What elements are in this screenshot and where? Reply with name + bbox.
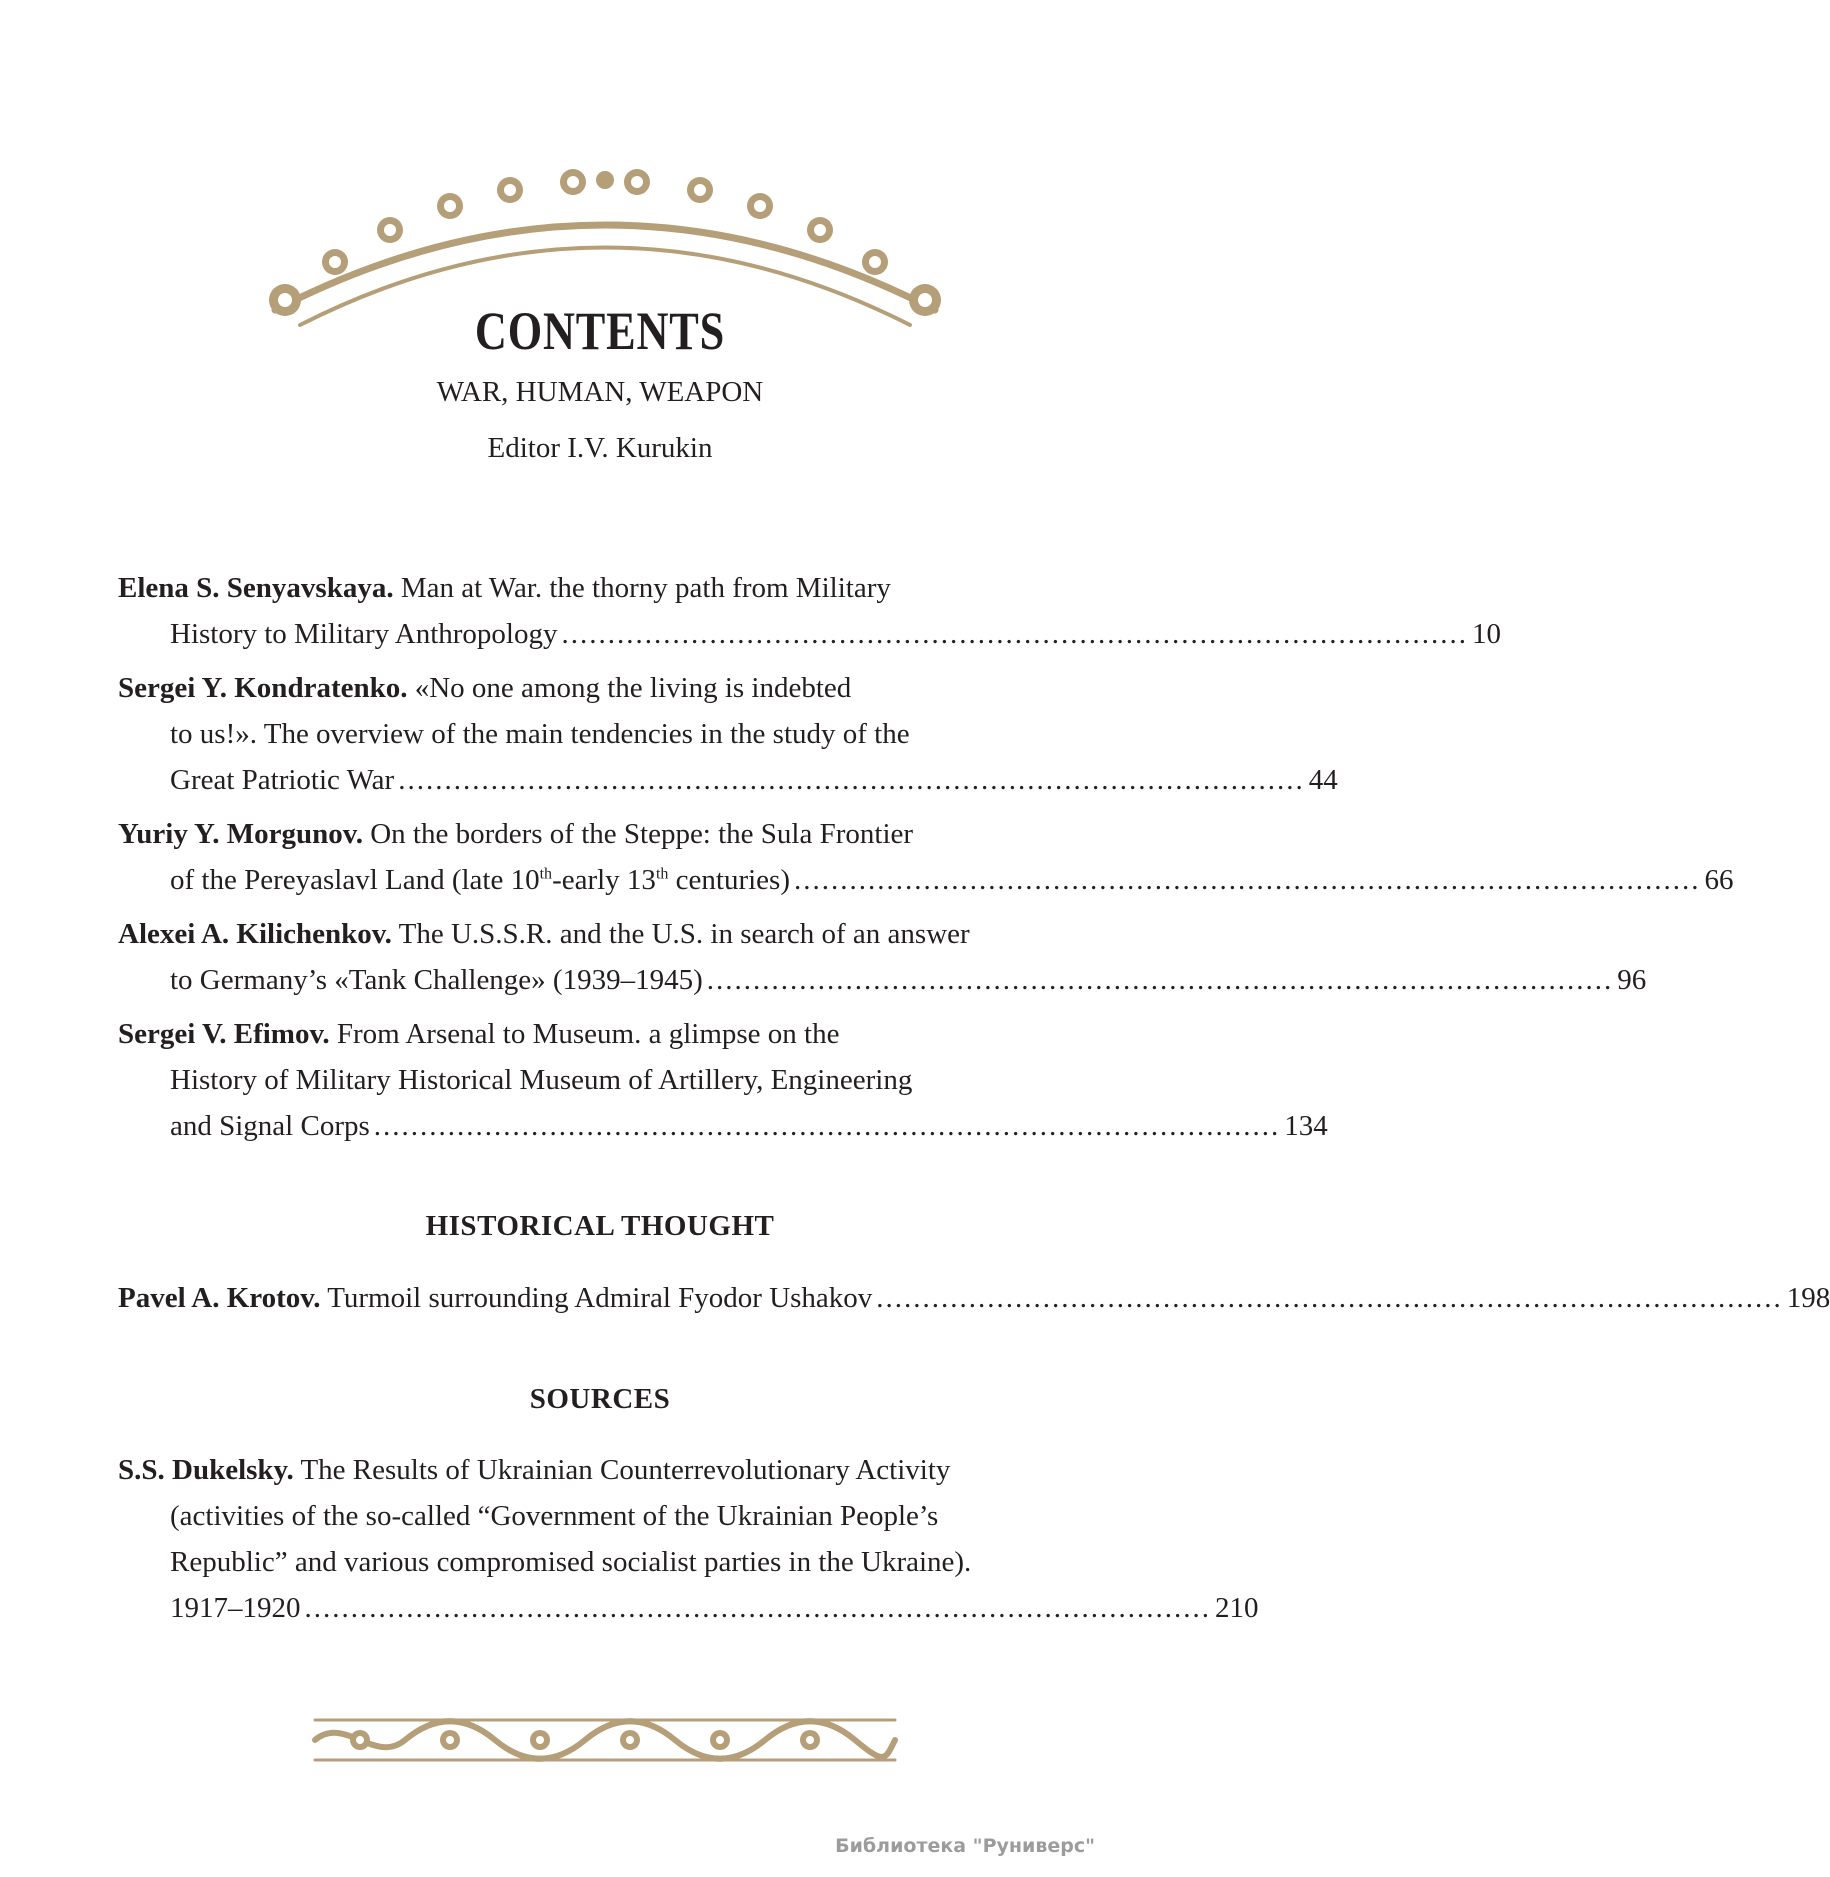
entry-page-number: 44: [1308, 764, 1338, 796]
entry-title-line: History to Military Anthropology: [170, 618, 558, 650]
entry-author: Alexei A. Kilichenkov.: [118, 918, 392, 950]
entry-title-line: Man at War. the thorny path from Military: [400, 572, 891, 604]
entry-page-number: 10: [1471, 618, 1501, 650]
entry-title-line: (activities of the so-called “Government of the Ukrainian People’s: [170, 1500, 939, 1532]
toc-entry[interactable]: [118, 1011, 1328, 1149]
library-credit: Библиотека "Руниверс": [835, 1835, 1095, 1857]
dot-leader: ..................................................................................................: [561, 618, 1468, 650]
entry-title-line: Republic” and various compromised socialist parties in the Ukraine).: [170, 1546, 972, 1578]
entry-title-line: to Germany’s «Tank Challenge» (1939–1945): [170, 964, 703, 996]
section-heading-sources: SOURCES: [529, 1383, 671, 1415]
entry-page-number: 210: [1215, 1592, 1259, 1624]
entry-page-number: 66: [1704, 864, 1734, 896]
entry-title-line: History of Military Historical Museum of Artillery, Engineering: [170, 1064, 913, 1096]
dot-leader: ..................................................................................................: [793, 864, 1701, 896]
entry-title-line: and Signal Corps: [170, 1110, 370, 1142]
toc-entry[interactable]: [118, 665, 1338, 803]
entry-author: Pavel A. Krotov.: [118, 1282, 321, 1314]
entry-title-line: to us!». The overview of the main tendencies in the study of the: [170, 718, 910, 750]
entry-page-number: 134: [1284, 1110, 1328, 1142]
entry-title-line: «No one among the living is indebted: [414, 672, 852, 704]
entry-author: Yuriy Y. Morgunov.: [118, 818, 363, 850]
toc-section-thought: [118, 1275, 1830, 1329]
entry-title-line: The Results of Ukrainian Counterrevolutionary Activity: [300, 1454, 951, 1486]
dot-leader: ..................................................................................................: [876, 1282, 1783, 1314]
toc-entry[interactable]: [118, 911, 1647, 1003]
entry-page-number: 96: [1617, 964, 1647, 996]
entry-page-number: 198: [1786, 1282, 1830, 1314]
page-title: CONTENTS: [474, 301, 726, 361]
entry-author: Sergei Y. Kondratenko.: [118, 672, 408, 704]
toc-entry[interactable]: [118, 1275, 1830, 1321]
toc-entry[interactable]: [118, 1447, 1259, 1631]
entry-author: Elena S. Senyavskaya.: [118, 572, 394, 604]
horizontal-scroll-ornament: [305, 1710, 905, 1770]
dot-leader: ..................................................................................................: [373, 1110, 1281, 1142]
toc-entry[interactable]: [118, 565, 1501, 657]
dot-leader: ..................................................................................................: [706, 964, 1614, 996]
entry-author: Sergei V. Efimov.: [118, 1018, 330, 1050]
entry-title-line: The U.S.S.R. and the U.S. in search of an answer: [398, 918, 970, 950]
entry-title-line: 1917–1920: [170, 1592, 301, 1624]
toc-section-sources: [118, 1447, 1259, 1639]
toc-entry[interactable]: [118, 811, 1734, 903]
entry-title-line: Great Patriotic War: [170, 764, 395, 796]
entry-title-line: Turmoil surrounding Admiral Fyodor Ushakov: [327, 1282, 873, 1314]
section-heading-historical-thought: HISTORICAL THOUGHT: [425, 1210, 775, 1242]
volume-subtitle: WAR, HUMAN, WEAPON: [436, 376, 764, 408]
entry-title-line: of the Pereyaslavl Land (late 10th-early 13th centuries): [170, 864, 790, 896]
dot-leader: ..................................................................................................: [398, 764, 1305, 796]
editor-line: Editor I.V. Kurukin: [487, 432, 713, 464]
dot-leader: ..................................................................................................: [304, 1592, 1211, 1624]
toc-section-war: [118, 565, 1734, 1157]
entry-title-line: From Arsenal to Museum. a glimpse on the: [336, 1018, 840, 1050]
entry-author: S.S. Dukelsky.: [118, 1454, 294, 1486]
entry-title-line: On the borders of the Steppe: the Sula Frontier: [370, 818, 914, 850]
